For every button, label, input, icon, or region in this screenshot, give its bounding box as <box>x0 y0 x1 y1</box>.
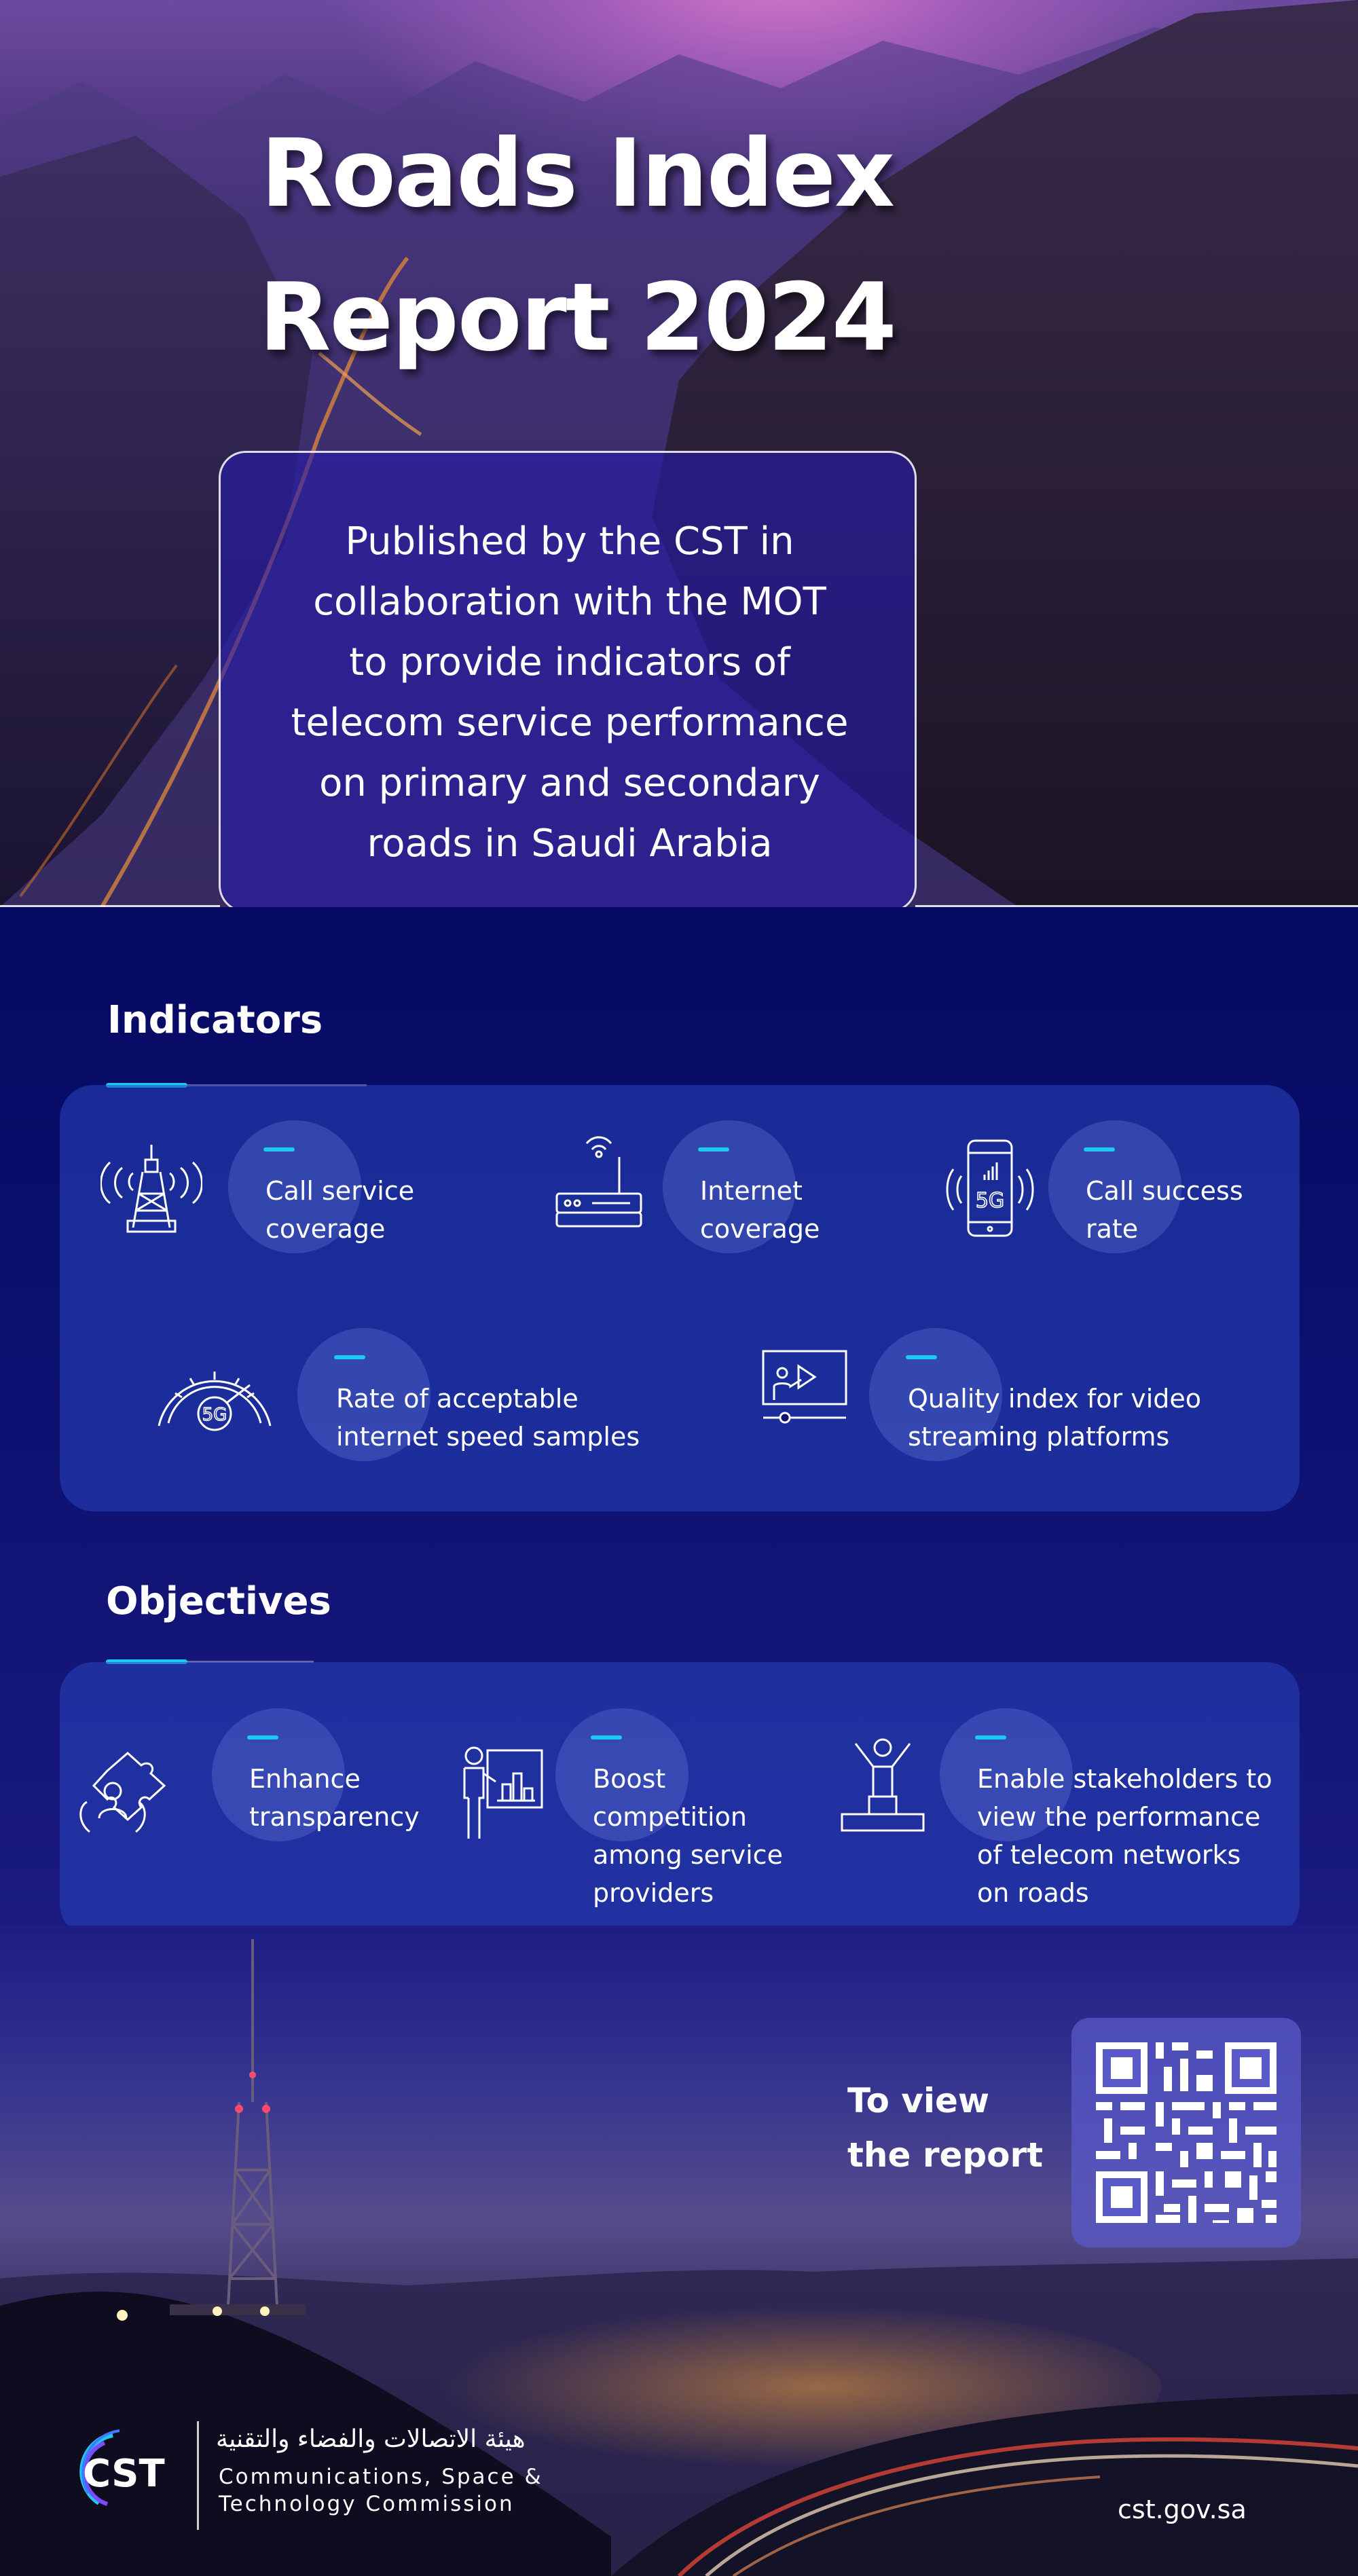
org-name-english: Communications, Space & Technology Commission <box>219 2465 543 2516</box>
indicator-item <box>155 1327 766 1476</box>
description-box <box>219 451 917 907</box>
svg-text:5G: 5G <box>975 1189 1005 1213</box>
accent-dash <box>698 1147 729 1152</box>
logo-divider <box>197 2421 199 2530</box>
podium-winner-icon <box>837 1737 929 1839</box>
description-line: roads in Saudi Arabia <box>367 822 773 866</box>
indicator-label: Quality index for video streaming platforms <box>908 1384 1202 1452</box>
cst-logo-text: CST <box>83 2452 165 2496</box>
accent-dash <box>975 1735 1006 1740</box>
objectives-heading: Objectives <box>106 1579 331 1623</box>
accent-dash <box>1084 1147 1115 1152</box>
indicator-label: Internet coverage <box>700 1176 820 1244</box>
accent-dash <box>591 1735 622 1740</box>
description-text <box>255 511 885 874</box>
indicator-item <box>100 1119 481 1268</box>
router-icon <box>551 1133 646 1234</box>
accent-dash <box>334 1355 365 1359</box>
5g-speedometer-icon <box>155 1343 274 1431</box>
indicators-heading: Indicators <box>107 998 323 1042</box>
qr-code-container[interactable] <box>1071 2018 1301 2247</box>
indicator-item <box>760 1327 1277 1476</box>
report-title <box>170 102 985 390</box>
description-line: Published by the CST in <box>345 519 794 564</box>
video-player-icon <box>760 1347 850 1429</box>
objectives-panel <box>60 1662 1300 1938</box>
indicator-item <box>551 1119 904 1268</box>
view-report-text: To view the report <box>847 2081 1044 2175</box>
presenter-chart-icon <box>454 1744 546 1845</box>
website-link[interactable]: cst.gov.sa <box>1118 2495 1247 2524</box>
objective-label: Boost competition among service providers <box>593 1764 783 1908</box>
accent-dash <box>247 1735 278 1740</box>
svg-text:5G: 5G <box>202 1405 227 1425</box>
accent-dash <box>263 1147 295 1152</box>
indicator-label: Call service coverage <box>265 1176 415 1244</box>
cst-logo <box>72 2428 187 2520</box>
cell-tower-icon <box>100 1133 202 1234</box>
puzzle-person-icon <box>73 1744 182 1839</box>
indicator-item <box>942 1119 1296 1268</box>
objective-item <box>454 1716 847 1934</box>
objective-item <box>73 1716 454 1920</box>
accent-dash <box>906 1355 937 1359</box>
indicator-label: Rate of acceptable internet speed samples <box>336 1384 640 1452</box>
indicators-panel <box>60 1085 1300 1511</box>
description-line: on primary and secondary <box>319 761 820 805</box>
indicator-label: Call success rate <box>1086 1176 1243 1244</box>
5g-phone-icon <box>942 1135 1038 1241</box>
hero-section <box>0 0 1358 907</box>
title-line-1: Roads Index <box>260 119 894 228</box>
qr-code-icon[interactable] <box>1071 2018 1301 2247</box>
title-line-2: Report 2024 <box>259 263 896 372</box>
cst-logo-icon <box>72 2428 187 2516</box>
description-line: collaboration with the MOT <box>313 580 826 624</box>
objective-item <box>837 1716 1298 1934</box>
org-name-arabic: هيئة الاتصالات والفضاء والتقنية <box>216 2425 526 2453</box>
objective-label: Enable stakeholders to view the performance of telecom networks on roads <box>977 1764 1272 1908</box>
objective-label: Enhance transparency <box>249 1764 420 1832</box>
description-line: telecom service performance <box>291 701 849 745</box>
description-line: to provide indicators of <box>349 640 790 684</box>
